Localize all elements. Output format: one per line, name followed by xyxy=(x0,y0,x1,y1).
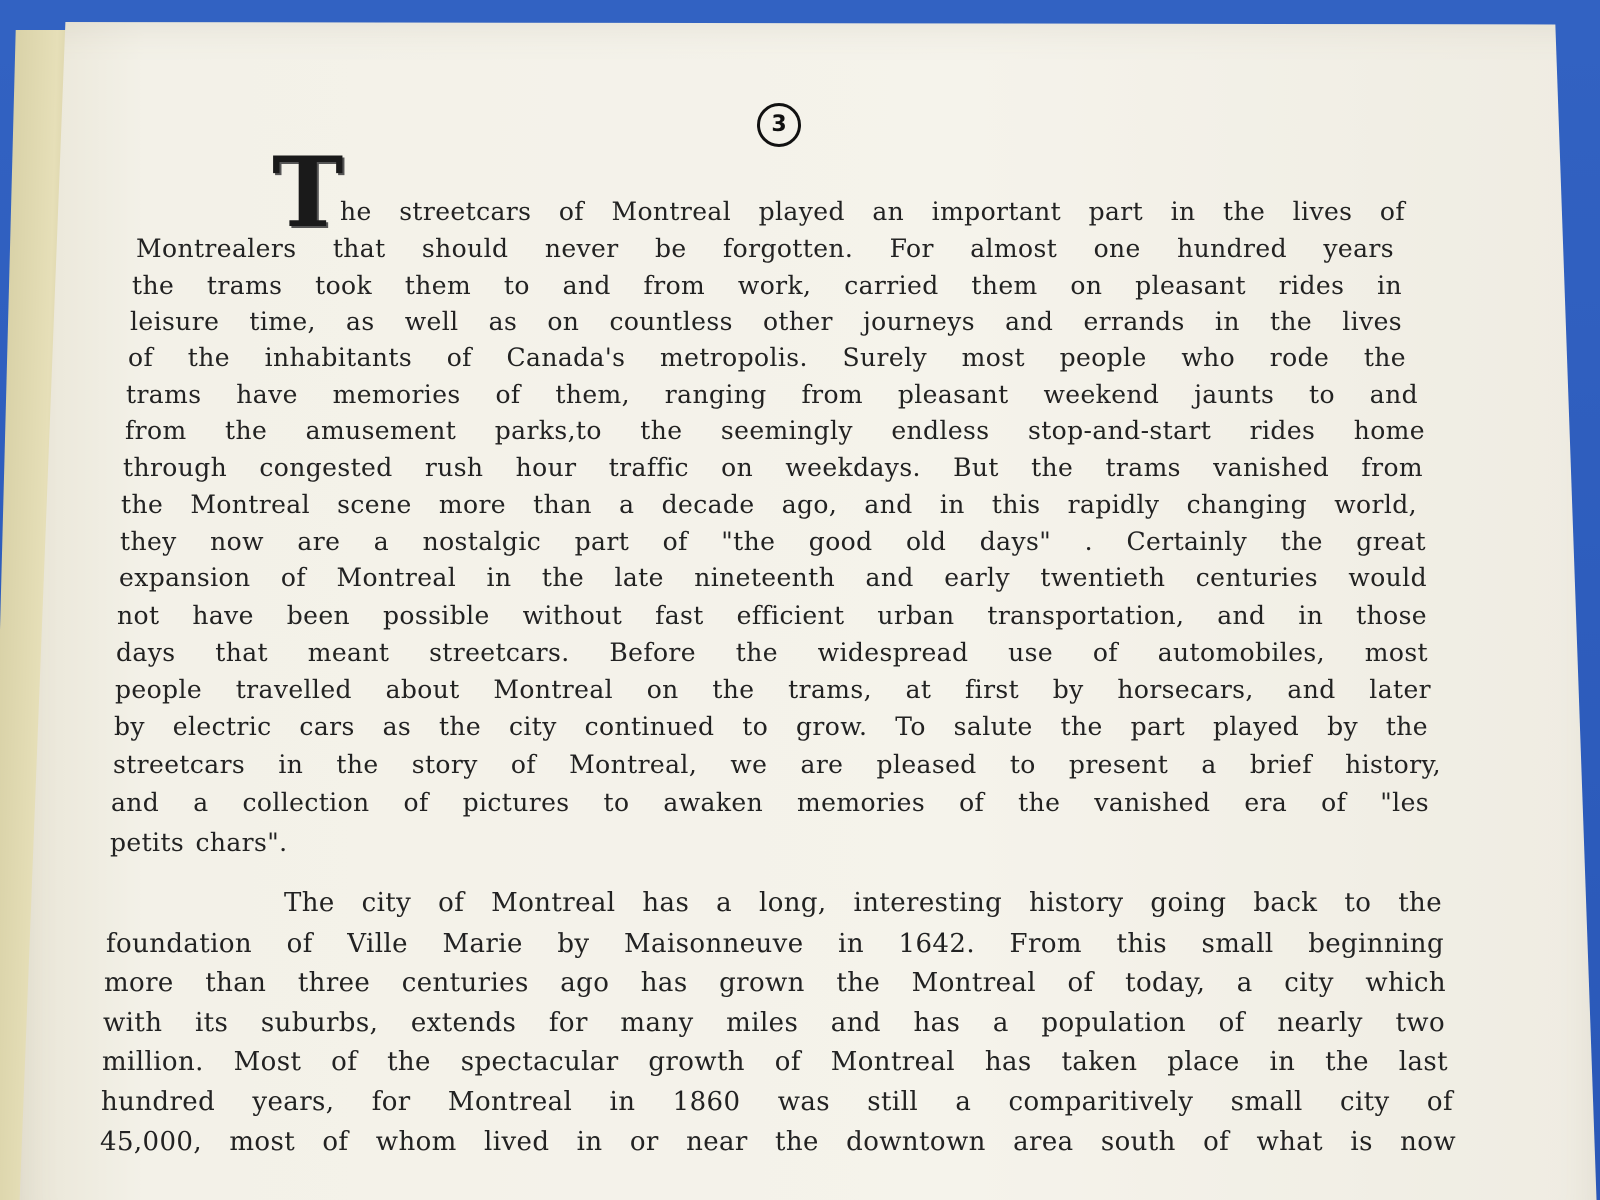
text-line: they now are a nostalgic part of "the good old days" . Certainly the great xyxy=(120,527,1426,556)
text-line: through congested rush hour traffic on weekdays. But the trams vanished from xyxy=(123,453,1423,482)
text-line: more than three centuries ago has grown the Montreal of today, a city which xyxy=(104,968,1446,998)
text-line: hundred years, for Montreal in 1860 was still a comparitively small city of xyxy=(101,1087,1453,1117)
text-line: foundation of Ville Marie by Maisonneuve in 1642. From this small beginning xyxy=(106,929,1444,959)
text-line: The city of Montreal has a long, interesting history going back to the xyxy=(284,888,1442,918)
text-line: from the amusement parks,to the seemingly endless stop-and-start rides home xyxy=(125,416,1425,445)
text-line: petits chars". xyxy=(110,828,288,857)
text-line: he streetcars of Montreal played an important part in the lives of xyxy=(340,197,1405,226)
text-line: of the inhabitants of Canada's metropolis. Surely most people who rode the xyxy=(128,343,1406,372)
text-line: leisure time, as well as on countless other journeys and errands in the lives xyxy=(130,307,1402,336)
text-line: by electric cars as the city continued to grow. To salute the part played by the xyxy=(114,712,1428,741)
text-line: Montrealers that should never be forgotten. For almost one hundred years xyxy=(136,234,1394,263)
text-line: days that meant streetcars. Before the widespread use of automobiles, most xyxy=(116,638,1428,667)
text-line: the trams took them to and from work, carried them on pleasant rides in xyxy=(132,271,1402,300)
text-line: and a collection of pictures to awaken memories of the vanished era of "les xyxy=(111,788,1429,817)
page-number: 3 xyxy=(757,103,801,147)
text-line: with its suburbs, extends for many miles and has a population of nearly two xyxy=(103,1008,1445,1038)
text-line: streetcars in the story of Montreal, we are pleased to present a brief history, xyxy=(113,750,1441,779)
text-line: 45,000, most of whom lived in or near the downtown area south of what is now xyxy=(100,1127,1456,1157)
text-line: trams have memories of them, ranging from pleasant weekend jaunts to and xyxy=(126,380,1418,409)
drop-cap: T xyxy=(272,136,344,249)
text-line: million. Most of the spectacular growth of Montreal has taken place in the last xyxy=(102,1047,1448,1077)
text-line: not have been possible without fast efficient urban transportation, and in those xyxy=(117,601,1427,630)
text-line: people travelled about Montreal on the trams, at first by horsecars, and later xyxy=(115,675,1431,704)
text-line: expansion of Montreal in the late nineteenth and early twentieth centuries would xyxy=(119,563,1427,592)
text-line: the Montreal scene more than a decade ago, and in this rapidly changing world, xyxy=(121,490,1417,519)
